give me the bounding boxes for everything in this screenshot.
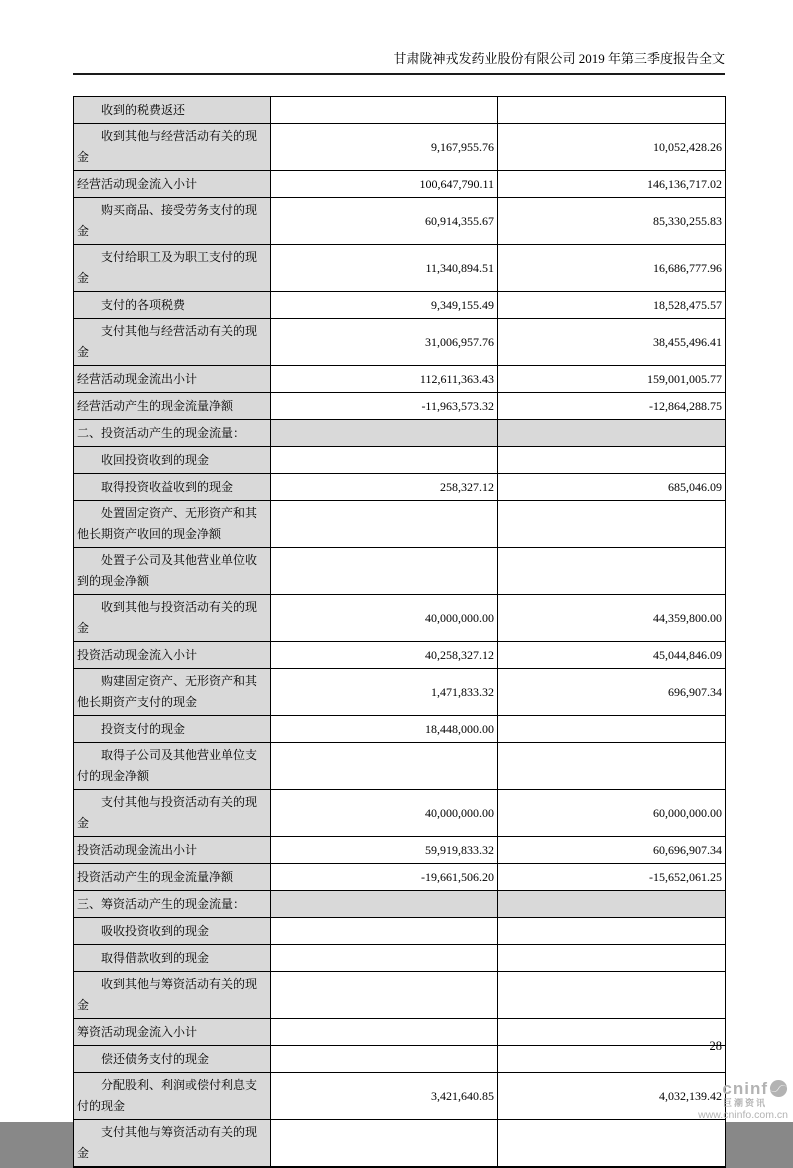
row-label: 偿还债务支付的现金 bbox=[74, 1046, 271, 1073]
row-value-current bbox=[271, 447, 498, 474]
row-value-current: 40,000,000.00 bbox=[271, 790, 498, 837]
cash-flow-table bbox=[73, 96, 726, 1168]
row-label: 投资支付的现金 bbox=[74, 716, 271, 743]
table-row bbox=[74, 864, 726, 891]
row-value-prior bbox=[498, 891, 726, 918]
row-label: 投资活动现金流入小计 bbox=[74, 642, 271, 669]
row-value-prior bbox=[498, 97, 726, 124]
table-row bbox=[74, 1120, 726, 1168]
table-row bbox=[74, 837, 726, 864]
row-value-prior: 146,136,717.02 bbox=[498, 171, 726, 198]
table-row bbox=[74, 1019, 726, 1046]
row-label: 支付其他与投资活动有关的现金 bbox=[74, 790, 271, 837]
table-row bbox=[74, 945, 726, 972]
row-value-current bbox=[271, 501, 498, 548]
cninfo-logo-subtext: 巨潮资讯 bbox=[722, 1098, 767, 1108]
row-label: 二、投资活动产生的现金流量： bbox=[74, 420, 271, 447]
table-row bbox=[74, 171, 726, 198]
table-row bbox=[74, 716, 726, 743]
row-value-prior: 16,686,777.96 bbox=[498, 245, 726, 292]
cninfo-logo-text: cninf bbox=[722, 1078, 768, 1098]
row-value-prior: 159,001,005.77 bbox=[498, 366, 726, 393]
row-value-current bbox=[271, 1046, 498, 1073]
row-label: 分配股利、利润或偿付利息支付的现金 bbox=[74, 1073, 271, 1120]
row-value-prior: 696,907.34 bbox=[498, 669, 726, 716]
row-value-prior bbox=[498, 447, 726, 474]
row-value-prior bbox=[498, 945, 726, 972]
table-row bbox=[74, 393, 726, 420]
row-label: 收到其他与筹资活动有关的现金 bbox=[74, 972, 271, 1019]
table-row bbox=[74, 548, 726, 595]
header-rule bbox=[73, 73, 725, 75]
row-label: 购建固定资产、无形资产和其他长期资产支付的现金 bbox=[74, 669, 271, 716]
row-value-prior bbox=[498, 1120, 726, 1168]
row-value-current: 59,919,833.32 bbox=[271, 837, 498, 864]
row-label: 购买商品、接受劳务支付的现金 bbox=[74, 198, 271, 245]
row-value-current: 9,167,955.76 bbox=[271, 124, 498, 171]
row-label: 处置固定资产、无形资产和其他长期资产收回的现金净额 bbox=[74, 501, 271, 548]
row-value-current bbox=[271, 1120, 498, 1168]
row-value-current: 1,471,833.32 bbox=[271, 669, 498, 716]
cninfo-swirl-icon bbox=[769, 1079, 788, 1098]
row-value-prior: 10,052,428.26 bbox=[498, 124, 726, 171]
row-label: 处置子公司及其他营业单位收到的现金净额 bbox=[74, 548, 271, 595]
table-row bbox=[74, 245, 726, 292]
row-label: 取得子公司及其他营业单位支付的现金净额 bbox=[74, 743, 271, 790]
row-value-current: 40,258,327.12 bbox=[271, 642, 498, 669]
row-value-current: 100,647,790.11 bbox=[271, 171, 498, 198]
row-value-current: -11,963,573.32 bbox=[271, 393, 498, 420]
cninfo-logo bbox=[670, 1079, 788, 1121]
row-label: 筹资活动现金流入小计 bbox=[74, 1019, 271, 1046]
row-value-current: 18,448,000.00 bbox=[271, 716, 498, 743]
row-value-prior bbox=[498, 420, 726, 447]
table-row bbox=[74, 595, 726, 642]
table-row bbox=[74, 918, 726, 945]
row-value-prior: 38,455,496.41 bbox=[498, 319, 726, 366]
table-row bbox=[74, 420, 726, 447]
row-value-current bbox=[271, 972, 498, 1019]
row-value-current bbox=[271, 420, 498, 447]
row-value-current bbox=[271, 918, 498, 945]
table-row bbox=[74, 743, 726, 790]
table-row bbox=[74, 198, 726, 245]
row-value-current: 112,611,363.43 bbox=[271, 366, 498, 393]
row-value-prior: 685,046.09 bbox=[498, 474, 726, 501]
row-label: 投资活动产生的现金流量净额 bbox=[74, 864, 271, 891]
row-label: 投资活动现金流出小计 bbox=[74, 837, 271, 864]
table-row bbox=[74, 501, 726, 548]
row-value-prior: 85,330,255.83 bbox=[498, 198, 726, 245]
table-row bbox=[74, 447, 726, 474]
row-value-current bbox=[271, 891, 498, 918]
row-value-prior bbox=[498, 716, 726, 743]
row-value-prior: 44,359,800.00 bbox=[498, 595, 726, 642]
row-value-prior bbox=[498, 1046, 726, 1073]
row-value-prior: 4,032,139.42 bbox=[498, 1073, 726, 1120]
row-label: 取得投资收益收到的现金 bbox=[74, 474, 271, 501]
row-label: 支付给职工及为职工支付的现金 bbox=[74, 245, 271, 292]
row-value-prior bbox=[498, 918, 726, 945]
row-label: 收回投资收到的现金 bbox=[74, 447, 271, 474]
row-value-prior bbox=[498, 972, 726, 1019]
report-header-title: 甘肃陇神戎发药业股份有限公司 2019 年第三季度报告全文 bbox=[393, 51, 725, 66]
cninfo-logo-url: www.cninfo.com.cn bbox=[698, 1109, 788, 1121]
row-label: 支付其他与筹资活动有关的现金 bbox=[74, 1120, 271, 1168]
table-row bbox=[74, 319, 726, 366]
table-row bbox=[74, 642, 726, 669]
row-label: 收到其他与投资活动有关的现金 bbox=[74, 595, 271, 642]
page-number: 28 bbox=[709, 1039, 722, 1053]
row-value-current: 31,006,957.76 bbox=[271, 319, 498, 366]
row-value-current: 258,327.12 bbox=[271, 474, 498, 501]
row-value-prior bbox=[498, 1019, 726, 1046]
row-value-current bbox=[271, 97, 498, 124]
table-row bbox=[74, 891, 726, 918]
row-value-current: 11,340,894.51 bbox=[271, 245, 498, 292]
table-row bbox=[74, 292, 726, 319]
row-label: 经营活动现金流出小计 bbox=[74, 366, 271, 393]
row-value-prior: -12,864,288.75 bbox=[498, 393, 726, 420]
row-value-current: -19,661,506.20 bbox=[271, 864, 498, 891]
row-label: 支付其他与经营活动有关的现金 bbox=[74, 319, 271, 366]
row-value-current: 9,349,155.49 bbox=[271, 292, 498, 319]
table-row bbox=[74, 124, 726, 171]
row-value-prior bbox=[498, 743, 726, 790]
row-value-current bbox=[271, 548, 498, 595]
row-value-current bbox=[271, 743, 498, 790]
table-row bbox=[74, 1046, 726, 1073]
row-value-current bbox=[271, 945, 498, 972]
table-row bbox=[74, 972, 726, 1019]
row-value-current: 3,421,640.85 bbox=[271, 1073, 498, 1120]
row-value-prior bbox=[498, 501, 726, 548]
row-label: 取得借款收到的现金 bbox=[74, 945, 271, 972]
row-value-current: 40,000,000.00 bbox=[271, 595, 498, 642]
row-value-prior bbox=[498, 548, 726, 595]
row-label: 吸收投资收到的现金 bbox=[74, 918, 271, 945]
row-value-current bbox=[271, 1019, 498, 1046]
row-label: 支付的各项税费 bbox=[74, 292, 271, 319]
row-label: 收到其他与经营活动有关的现金 bbox=[74, 124, 271, 171]
row-value-prior: 45,044,846.09 bbox=[498, 642, 726, 669]
table-row bbox=[74, 1073, 726, 1120]
table-row bbox=[74, 366, 726, 393]
row-value-prior: 60,696,907.34 bbox=[498, 837, 726, 864]
cash-flow-table-body bbox=[74, 97, 726, 1168]
table-row bbox=[74, 790, 726, 837]
row-value-current: 60,914,355.67 bbox=[271, 198, 498, 245]
row-value-prior: 18,528,475.57 bbox=[498, 292, 726, 319]
row-value-prior: -15,652,061.25 bbox=[498, 864, 726, 891]
row-label: 经营活动现金流入小计 bbox=[74, 171, 271, 198]
row-value-prior: 60,000,000.00 bbox=[498, 790, 726, 837]
table-row bbox=[74, 669, 726, 716]
row-label: 经营活动产生的现金流量净额 bbox=[74, 393, 271, 420]
row-label: 收到的税费返还 bbox=[74, 97, 271, 124]
row-label: 三、筹资活动产生的现金流量： bbox=[74, 891, 271, 918]
cninfo-logo-wordmark bbox=[670, 1079, 788, 1098]
table-row bbox=[74, 474, 726, 501]
table-row bbox=[74, 97, 726, 124]
